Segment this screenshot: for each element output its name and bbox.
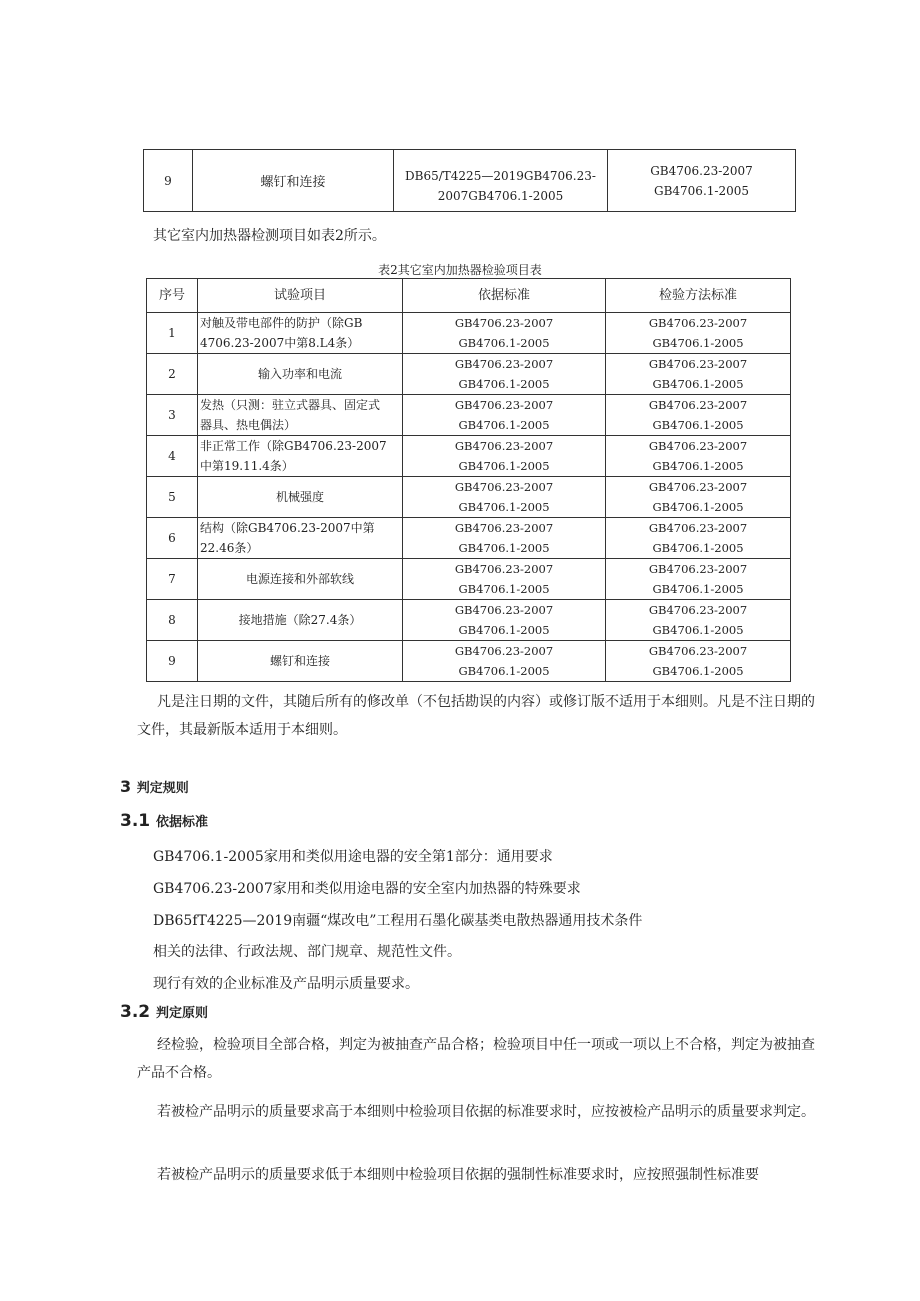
method-line: GB4706.23-2007: [648, 562, 748, 576]
column-header: 试验项目: [198, 279, 403, 313]
basis-line: GB4706.23-2007: [454, 316, 554, 330]
principle-paragraph: 若被检产品明示的质量要求高于本细则中检验项目依据的标准要求时，应按被检产品明示的质量要求判定。: [157, 1104, 815, 1120]
basis-line: GB4706.23-2007: [454, 480, 554, 494]
column-header: 检验方法标准: [606, 279, 791, 313]
basis-standard: [394, 150, 608, 212]
table-row: [147, 395, 791, 436]
test-item: [198, 600, 403, 641]
table-1: [143, 149, 796, 212]
method-line: GB4706.1-2005: [652, 664, 744, 678]
test-item: [198, 395, 403, 436]
method-standard: [606, 477, 791, 518]
column-header: 依据标准: [403, 279, 606, 313]
section-title: 依据标准: [156, 815, 209, 830]
method-line: GB4706.1-2005: [652, 500, 744, 514]
method-standard: [606, 600, 791, 641]
standard-line: 现行有效的企业标准及产品明示质量要求。: [153, 976, 419, 992]
section-number: 3.1: [120, 811, 151, 831]
test-item-line: 非正常工作（除GB4706.23-2007: [200, 439, 387, 453]
test-item-line: 对触及带电部件的防护（除GB: [200, 316, 363, 330]
test-item-line: 输入功率和电流: [257, 367, 342, 381]
basis-standard: [403, 600, 606, 641]
basis-line: GB4706.1-2005: [458, 582, 550, 596]
basis-line: 2007GB4706.1-2005: [437, 188, 564, 203]
test-item: [198, 559, 403, 600]
test-item: [198, 436, 403, 477]
standard-line: GB4706.23-2007家用和类似用途电器的安全室内加热器的特殊要求: [153, 881, 581, 897]
basis-line: GB4706.23-2007: [454, 357, 554, 371]
basis-line: GB4706.23-2007: [454, 398, 554, 412]
test-item-line: 电源连接和外部软线: [245, 572, 354, 586]
section-3-heading: [120, 777, 189, 796]
method-line: GB4706.1-2005: [654, 183, 749, 198]
basis-line: GB4706.23-2007: [454, 562, 554, 576]
test-item: [198, 477, 403, 518]
test-item: [198, 641, 403, 682]
row-number: 8: [147, 600, 198, 641]
method-standard: [606, 395, 791, 436]
method-line: GB4706.23-2007: [650, 163, 753, 178]
test-item-line: 4706.23-2007中第8.L4条）: [200, 336, 360, 350]
method-line: GB4706.1-2005: [652, 623, 744, 637]
test-item-line: 接地措施（除27.4条）: [238, 613, 362, 627]
basis-line: GB4706.1-2005: [458, 336, 550, 350]
note-paragraph: 凡是注日期的文件，其随后所有的修改单（不包括勘误的内容）或修订版不适用于本细则。凡是不注日期的文件，其最新版本适用于本细则。: [137, 694, 815, 738]
test-item: 螺钉和连接: [193, 150, 394, 212]
method-line: GB4706.23-2007: [648, 521, 748, 535]
method-standard: [606, 313, 791, 354]
method-line: GB4706.23-2007: [648, 603, 748, 617]
test-item-line: 器具、热电偶法）: [200, 418, 297, 432]
row-number: 7: [147, 559, 198, 600]
section-title: 判定规则: [136, 781, 189, 796]
method-standard: [606, 559, 791, 600]
row-number: 1: [147, 313, 198, 354]
standard-line: DB65fT4225—2019南疆“煤改电”工程用石墨化碳基类电散热器通用技术条件: [153, 913, 643, 929]
method-standard: [608, 150, 796, 212]
row-number: 3: [147, 395, 198, 436]
test-item-line: 22.46条）: [200, 541, 259, 555]
row-number: 2: [147, 354, 198, 395]
basis-standard: [403, 354, 606, 395]
basis-standard: [403, 395, 606, 436]
basis-line: GB4706.1-2005: [458, 541, 550, 555]
principle-paragraph: 经检验，检验项目全部合格，判定为被抽查产品合格；检验项目中任一项或一项以上不合格，判定为被抽查产品不合格。: [137, 1037, 815, 1081]
test-item-line: 螺钉和连接: [269, 654, 330, 668]
basis-standard: [403, 559, 606, 600]
method-line: GB4706.23-2007: [648, 480, 748, 494]
method-line: GB4706.23-2007: [648, 644, 748, 658]
table-row: [147, 436, 791, 477]
basis-line: GB4706.1-2005: [458, 459, 550, 473]
method-line: GB4706.1-2005: [652, 582, 744, 596]
method-line: GB4706.23-2007: [648, 316, 748, 330]
basis-standard: [403, 518, 606, 559]
method-line: GB4706.1-2005: [652, 459, 744, 473]
table-2: [146, 278, 791, 682]
basis-line: GB4706.1-2005: [458, 664, 550, 678]
table-row: [147, 354, 791, 395]
row-number: 9: [144, 150, 193, 212]
method-line: GB4706.1-2005: [652, 418, 744, 432]
table-row: [147, 313, 791, 354]
row-number: 5: [147, 477, 198, 518]
table-row: [147, 559, 791, 600]
basis-standard: [403, 436, 606, 477]
basis-line: GB4706.1-2005: [458, 418, 550, 432]
basis-line: GB4706.23-2007: [454, 603, 554, 617]
basis-line: GB4706.23-2007: [454, 439, 554, 453]
section-3-2-heading: [120, 1002, 208, 1022]
test-item: [198, 354, 403, 395]
basis-line: GB4706.1-2005: [458, 377, 550, 391]
table-row: [147, 600, 791, 641]
principle-paragraph: 若被检产品明示的质量要求低于本细则中检验项目依据的强制性标准要求时，应按照强制性标准要: [157, 1167, 759, 1183]
method-line: GB4706.1-2005: [652, 336, 744, 350]
section-3-1-heading: [120, 811, 208, 831]
basis-standard: [403, 313, 606, 354]
basis-standard: [403, 477, 606, 518]
method-standard: [606, 436, 791, 477]
method-standard: [606, 518, 791, 559]
table-2-caption: 表2其它室内加热器检验项目表: [378, 263, 542, 277]
basis-standard: [403, 641, 606, 682]
test-item-line: 机械强度: [275, 490, 324, 504]
column-header: 序号: [147, 279, 198, 313]
basis-line: GB4706.23-2007: [454, 644, 554, 658]
test-item: [198, 313, 403, 354]
method-line: GB4706.23-2007: [648, 439, 748, 453]
method-line: GB4706.1-2005: [652, 541, 744, 555]
basis-line: DB65/T4225—2019GB4706.23-: [405, 168, 596, 183]
table-row: [147, 477, 791, 518]
method-line: GB4706.1-2005: [652, 377, 744, 391]
table-row: [144, 150, 796, 212]
method-standard: [606, 354, 791, 395]
method-standard: [606, 641, 791, 682]
section-title: 判定原则: [156, 1006, 209, 1021]
section-number: 3.2: [120, 1002, 151, 1022]
basis-line: GB4706.1-2005: [458, 500, 550, 514]
row-number: 9: [147, 641, 198, 682]
section-number: 3: [120, 777, 132, 796]
table-row: [147, 641, 791, 682]
standard-line: GB4706.1-2005家用和类似用途电器的安全第1部分：通用要求: [153, 849, 553, 865]
row-number: 4: [147, 436, 198, 477]
row-number: 6: [147, 518, 198, 559]
standard-line: 相关的法律、行政法规、部门规章、规范性文件。: [153, 944, 461, 960]
table-row: [147, 518, 791, 559]
method-line: GB4706.23-2007: [648, 357, 748, 371]
test-item: [198, 518, 403, 559]
table-header-row: [147, 279, 791, 313]
intro-text: 其它室内加热器检测项目如表2所示。: [153, 228, 386, 244]
test-item-line: 发热（只测：驻立式器具、固定式: [200, 398, 381, 412]
test-item-line: 结构（除GB4706.23-2007中第: [200, 521, 375, 535]
basis-line: GB4706.1-2005: [458, 623, 550, 637]
test-item-line: 中第19.11.4条）: [200, 459, 294, 473]
method-line: GB4706.23-2007: [648, 398, 748, 412]
basis-line: GB4706.23-2007: [454, 521, 554, 535]
